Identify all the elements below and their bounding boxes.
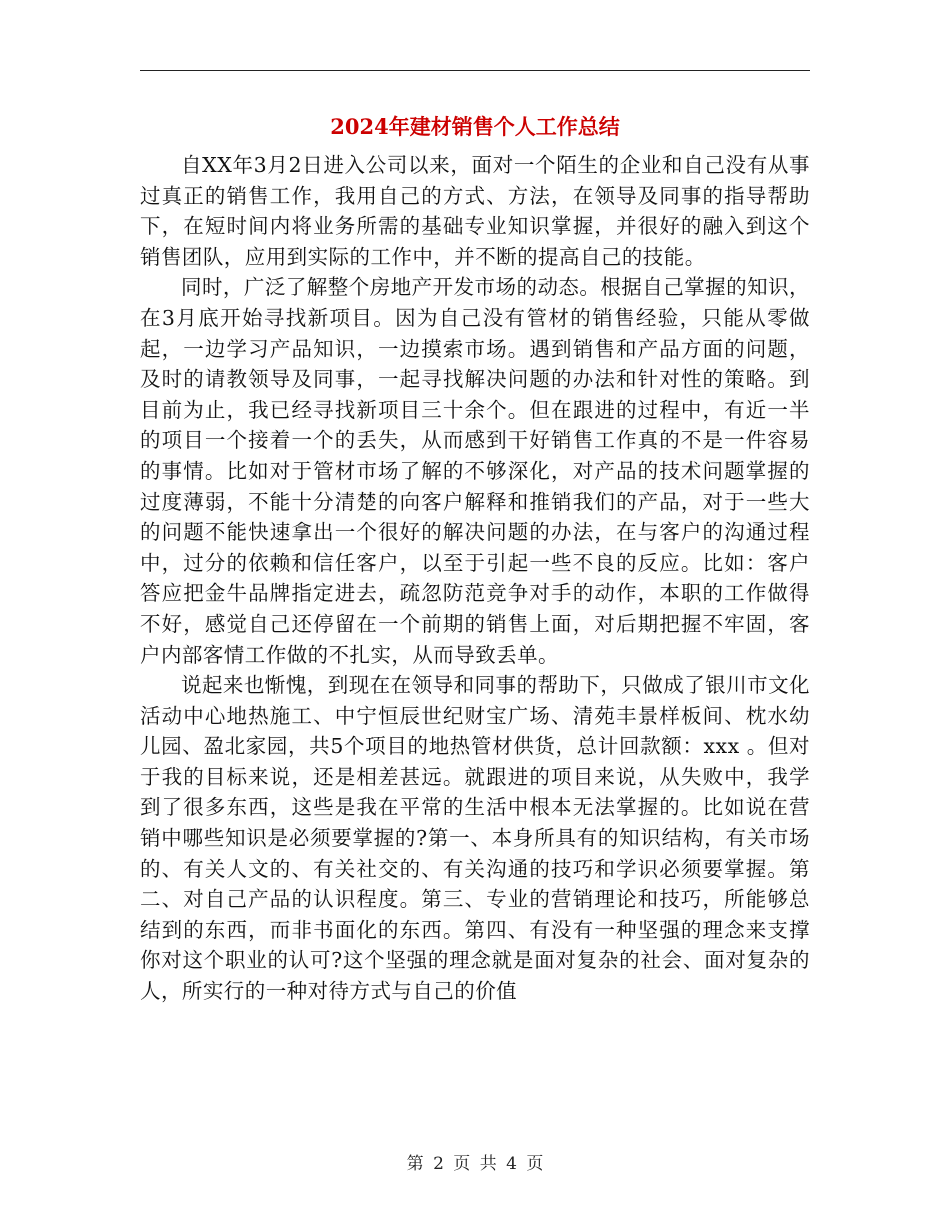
document-title: 2024年建材销售个人工作总结 [330,114,620,139]
document-body [140,150,810,1007]
header-rule [140,70,810,71]
paragraph-3: 说起来也惭愧，到现在在领导和同事的帮助下，只做成了银川市文化活动中心地热施工、中宁恒辰世纪财宝广场、清苑丰景样板间、枕水幼儿园、盈北家园，共5个项目的地热管材供货，总计回款额：xxx 。但对于我的目标来说，还是相差甚远。就跟进的项目来说，从失败中，我学到了很多东西，这些是我在平常的生活中根本无法掌握的。比如说在营销中哪些知识是必须要掌握的?第一、本身所具有的知识结构，有关市场的、有关人文的、有关社交的、有关沟通的技巧和学识必须要掌握。第二、对自己产品的认识程度。第三、专业的营销理论和技巧，所能够总结到的东西，而非书面化的东西。第四、有没有一种坚强的理念来支撑你对这个职业的认可?这个坚强的理念就是面对复杂的社会、面对复杂的人，所实行的一种对待方式与自己的价值 [140,673,810,1004]
paragraph-1: 自XX年3月2日进入公司以来，面对一个陌生的企业和自己没有从事过真正的销售工作，我用自己的方式、方法，在领导及同事的指导帮助下，在短时间内将业务所需的基础专业知识掌握，并很好的融入到这个销售团队，应用到实际的工作中，并不断的提高自己的技能。 [140,153,810,269]
page-number-footer: 第 2 页 共 4 页 [406,1154,544,1174]
paragraph-2: 同时，广泛了解整个房地产开发市场的动态。根据自己掌握的知识，在3月底开始寻找新项目。因为自己没有管材的销售经验，只能从零做起，一边学习产品知识，一边摸索市场。遇到销售和产品方面的问题，及时的请教领导及同事，一起寻找解决问题的办法和针对性的策略。到目前为止，我已经寻找新项目三十余个。但在跟进的过程中，有近一半的项目一个接着一个的丢失，从而感到干好销售工作真的不是一件容易的事情。比如对于管材市场了解的不够深化，对产品的技术问题掌握的过度薄弱，不能十分清楚的向客户解释和推销我们的产品，对于一些大的问题不能快速拿出一个很好的解决问题的办法，在与客户的沟通过程中，过分的依赖和信任客户，以至于引起一些不良的反应。比如：客户答应把金牛品牌指定进去，疏忽防范竞争对手的动作，本职的工作做得不好，感觉自己还停留在一个前期的销售上面，对后期把握不牢固，客户内部客情工作做的不扎实，从而导致丢单。 [140,275,810,667]
